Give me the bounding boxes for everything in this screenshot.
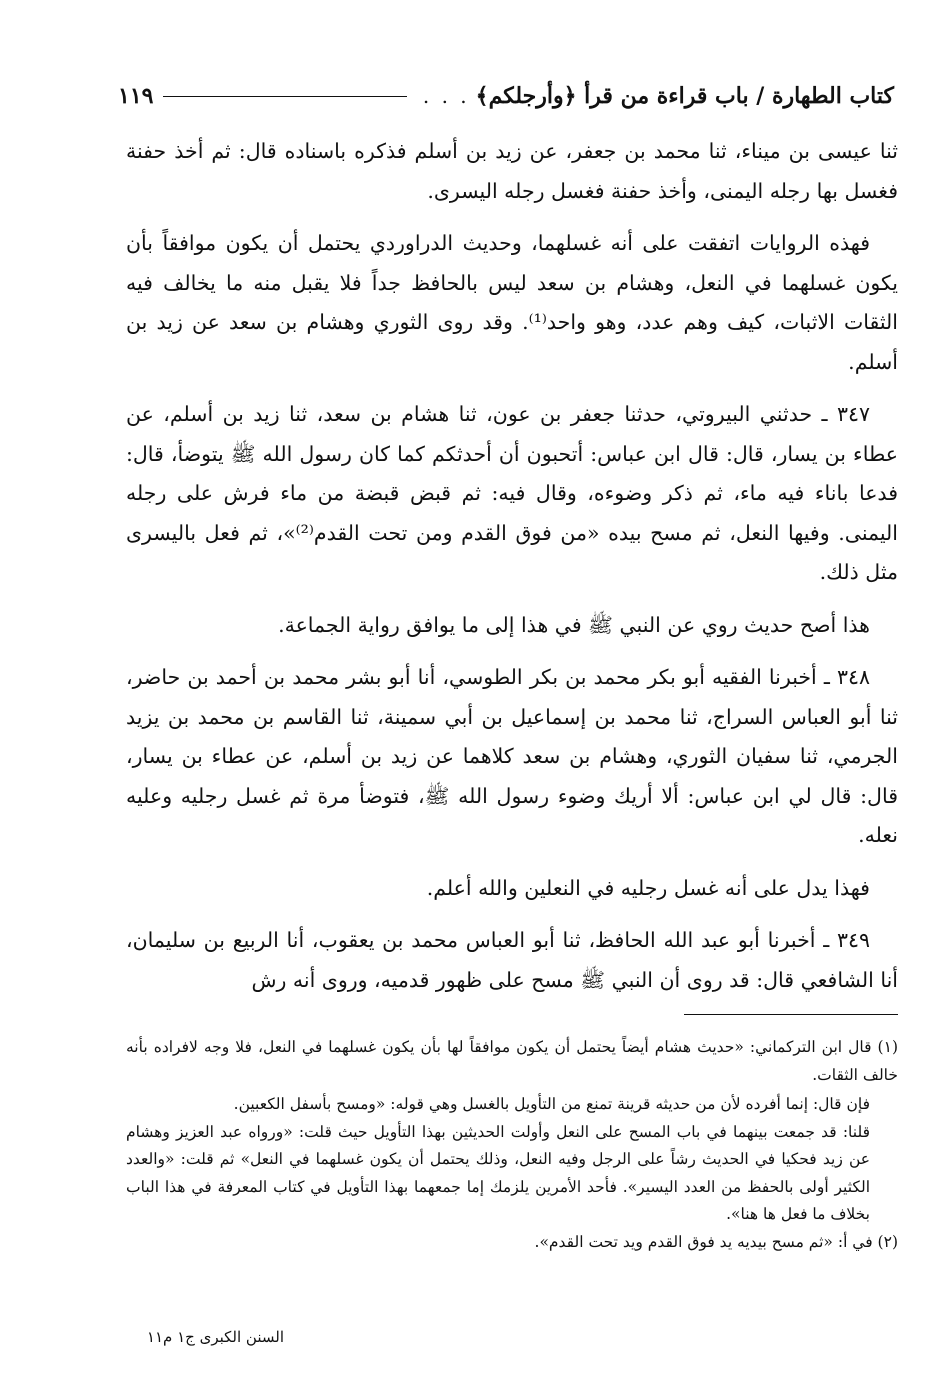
- footnote-1-continuation-a: فإن قال: إنما أفرده لأن من حديثه قرينة تمنع من التأويل بالغسل وهي قوله: «ومسح بأسفل الكعبين.: [233, 1095, 870, 1113]
- printer-signature: السنن الكبرى ج١ م١١: [146, 1328, 284, 1346]
- running-header: [118, 78, 894, 114]
- header-title: كتاب الطهارة / باب قراءة من قرأ ﴿وأرجلكم﴾: [475, 83, 894, 109]
- hadith-347: ٣٤٧ ـ حدثني البيروتي، حدثنا جعفر بن عون، ثنا هشام بن سعد، ثنا زيد بن أسلم، عن عطاء بن يسار، قال: قال ابن عباس: أتحبون أن أحدثكم كما كان رسول الله ﷺ يتوضأ، قال: فدعا باناء فيه ماء، ثم ذكر وضوءه، وقال فيه: ثم قبض قبضة من ماء فرش على رجله اليمنى. وفيها النعل، ثم مسح بيده «من فوق القدم ومن تحت القدم⁽²⁾»، ثم فعل باليسرى مثل ذلك.: [126, 402, 898, 584]
- hadith-348: ٣٤٨ ـ أخبرنا الفقيه أبو بكر محمد بن بكر الطوسي، أنا أبو بشر محمد بن أحمد بن حاضر، ثنا أبو العباس السراج، ثنا محمد بن إسماعيل بن أبي سمينة، ثنا القاسم بن محمد بن يزيد الجرمي، ثنا سفيان الثوري، وهشام بن سعد كلاهما عن زيد بن أسلم، عن عطاء بن يسار، قال: قال لي ابن عباس: ألا أريك وضوء رسول الله ﷺ، فتوضأ مرة ثم غسل رجليه وعليه نعله.: [126, 665, 898, 847]
- main-text: [126, 132, 898, 1000]
- footnote-2: (٢) في أ: «ثم مسح بيديه يد فوق القدم ويد تحت القدم».: [534, 1232, 898, 1251]
- header-rule: [163, 96, 406, 97]
- hadith-349: ٣٤٩ ـ أخبرنا أبو عبد الله الحافظ، ثنا أبو العباس محمد بن يعقوب، أنا الربيع بن سليمان، أنا الشافعي قال: قد روى أن النبي ﷺ مسح على ظهور قدميه، وروى أنه رش: [126, 928, 898, 992]
- paragraph-comment-348: فهذا يدل على أنه غسل رجليه في النعلين والله أعلم.: [426, 875, 870, 900]
- footnote-1: (١) قال ابن التركماني: «حديث هشام أيضاً يحتمل أن يكون موافقاً لها بأن يكون غسلهما في النعل، فلا وجه لافراده بأنه خالف الثقات.: [126, 1038, 898, 1084]
- footnote-divider: [684, 1014, 898, 1015]
- paragraph-continuation: ثنا عيسى بن ميناء، ثنا محمد بن جعفر، عن زيد بن أسلم فذكره باسناده قال: ثم أخذ حفنة فغسل بها رجله اليمنى، وأخذ حفنة فغسل رجله اليسرى.: [126, 139, 898, 203]
- footnote-1-continuation-b: قلنا: قد جمعت بينهما في باب المسح على النعل وأولت الحديثين بهذا التأويل حيث قلت: «ورواه عبد العزيز وهشام عن زيد فحكيا في الحديث رشاً على الرجل وفيه النعل، وذلك يحتمل أن يكون غسلهما في النعل» ثم قلت: «والعدد الكثير أولى بالحفظ من العدد اليسير». فأحد الأمرين يلزمك إما جمعهما بهذا التأويل في كتاب المعرفة في هذا الباب بخلاف ما فعل ها هنا».: [126, 1122, 870, 1223]
- footnotes: [126, 1034, 898, 1256]
- paragraph-comment-347: هذا أصح حديث روي عن النبي ﷺ في هذا إلى ما يوافق رواية الجماعة.: [278, 612, 870, 637]
- paragraph-commentary: فهذه الروايات اتفقت على أنه غسلهما، وحديث الدراوردي يحتمل أن يكون موافقاً بأن يكون غسلهما في النعل، وهشام بن سعد ليس بالحافظ جداً فلا يقبل منه ما يخالف فيه الثقات الاثبات، كيف وهم عدد، وهو واحد⁽¹⁾. وقد روى الثوري وهشام بن سعد عن زيد بن أسلم.: [126, 231, 899, 374]
- page-number: ١١٩: [118, 83, 154, 109]
- header-dots: . . .: [422, 84, 470, 108]
